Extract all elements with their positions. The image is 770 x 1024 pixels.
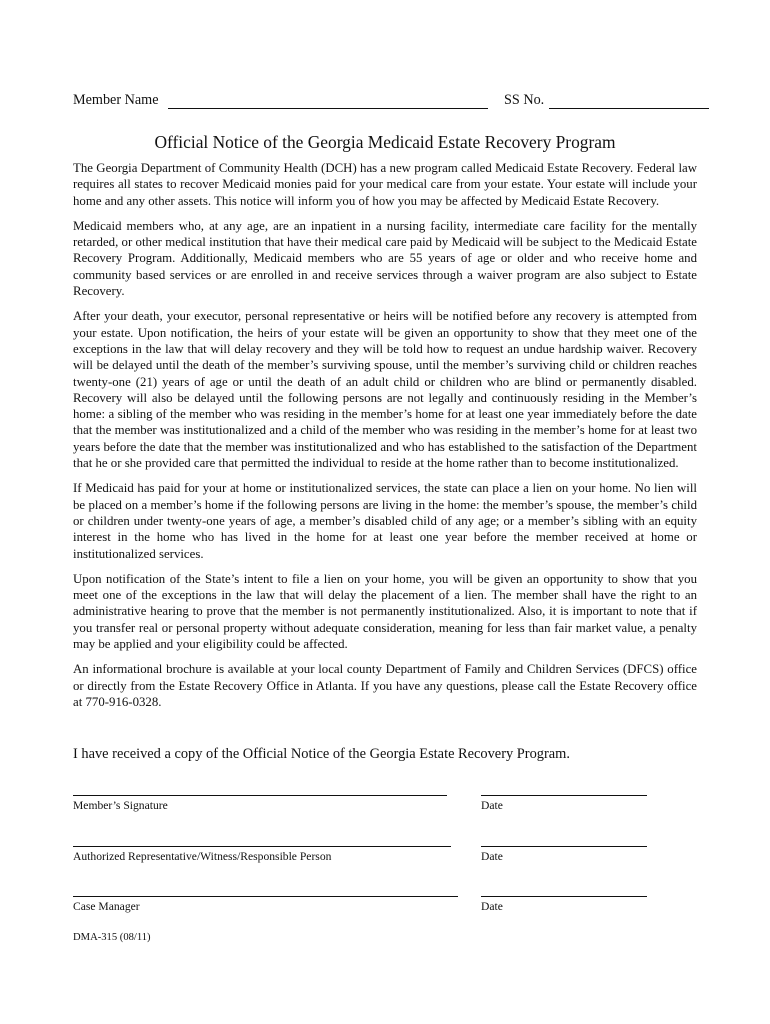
representative-date-line[interactable]	[481, 846, 647, 847]
paragraph: An informational brochure is available at your local county Department of Family and Children Services (DFCS) office or directly from the Estate Recovery Office in Atlanta. If you have any questions, please call the Estate Recovery office at 770-916-0328.	[73, 662, 697, 709]
case-manager-signature-line[interactable]	[73, 896, 458, 897]
member-date-line[interactable]	[481, 795, 647, 796]
member-signature-label: Member’s Signature	[73, 799, 168, 812]
page-title: Official Notice of the Georgia Medicaid Estate Recovery Program	[154, 132, 616, 152]
acknowledgement-statement: I have received a copy of the Official Notice of the Georgia Estate Recovery Program.	[73, 746, 570, 762]
paragraph: If Medicaid has paid for your at home or institutionalized services, the state can place a lien on your home. No lien will be placed on a member’s home if the following persons are living in the home: the member’s spouse, the member’s child or children under twenty-one years of age, a member’s disabled child of any age; or a member’s sibling with an equity interest in the home who has lived in the home for at least one year before the member received at home or institutionalized services.	[73, 481, 697, 561]
ssn-label: SS No.	[504, 92, 545, 108]
header-row	[73, 92, 713, 114]
paragraph: Upon notification of the State’s intent to file a lien on your home, you will be given an opportunity to show that you meet one of the exceptions in the law that will delay the placement of a lien. The member shall have the right to an administrative hearing to prove that the member is not permanently institutionalized. Also, it is important to note that if you transfer real or personal property without adequate consideration, meaning for less than fair market value, a penalty may be applied and your eligibility could be affected.	[73, 571, 697, 652]
paragraph: The Georgia Department of Community Health (DCH) has a new program called Medicaid Estate Recovery. Federal law requires all states to recover Medicaid monies paid for your medical care from your estate. Your estate will include your home and any other assets. This notice will inform you of how you may be affected by Medicaid Estate Recovery.	[73, 161, 697, 208]
form-id: DMA-315 (08/11)	[73, 932, 151, 943]
representative-date-label: Date	[481, 850, 503, 863]
paragraph: Medicaid members who, at any age, are an inpatient in a nursing facility, intermediate care facility for the mentally retarded, or other medical institution that have their medical care paid by Medicaid will be subject to the Medicaid Estate Recovery Program. Additionally, Medicaid members who are 55 years of age or older and who receive home and community based services or are enrolled in and receive services through a waiver program are also subject to Estate Recovery.	[73, 218, 697, 299]
representative-signature-line[interactable]	[73, 846, 451, 847]
case-manager-date-line[interactable]	[481, 896, 647, 897]
paragraph: After your death, your executor, personal representative or heirs will be notified before any recovery is attempted from your estate. Upon notification, the heirs of your estate will be given an opportunity to show that they meet one of the exceptions in the law that will delay recovery and they will be told how to request an undue hardship waiver. Recovery will be delayed until the death of the member’s surviving spouse, until the member’s surviving child or children reaches twenty-one (21) years of age or until the death of an adult child or children who are blind or permanently disabled. Recovery will also be delayed until the following persons are not legally and continuously residing in the Member’s home: a sibling of the member who was residing in the member’s home for at least one year immediately before the date that the member was institutionalized and a child of the member who was residing in the member’s home for at least two years before the date that the member was institutionalized and who has established to the satisfaction of the Department that he or she provided care that permitted the individual to reside at the home rather than to become institutionalized.	[73, 309, 697, 471]
member-date-label: Date	[481, 799, 503, 812]
representative-signature-label: Authorized Representative/Witness/Responsible Person	[73, 850, 332, 863]
case-manager-date-label: Date	[481, 900, 503, 913]
member-name-label: Member Name	[73, 92, 159, 108]
ssn-field[interactable]	[549, 108, 709, 109]
member-signature-line[interactable]	[73, 795, 447, 796]
notice-body	[73, 160, 697, 719]
member-name-field[interactable]	[168, 108, 488, 109]
case-manager-signature-label: Case Manager	[73, 900, 140, 913]
